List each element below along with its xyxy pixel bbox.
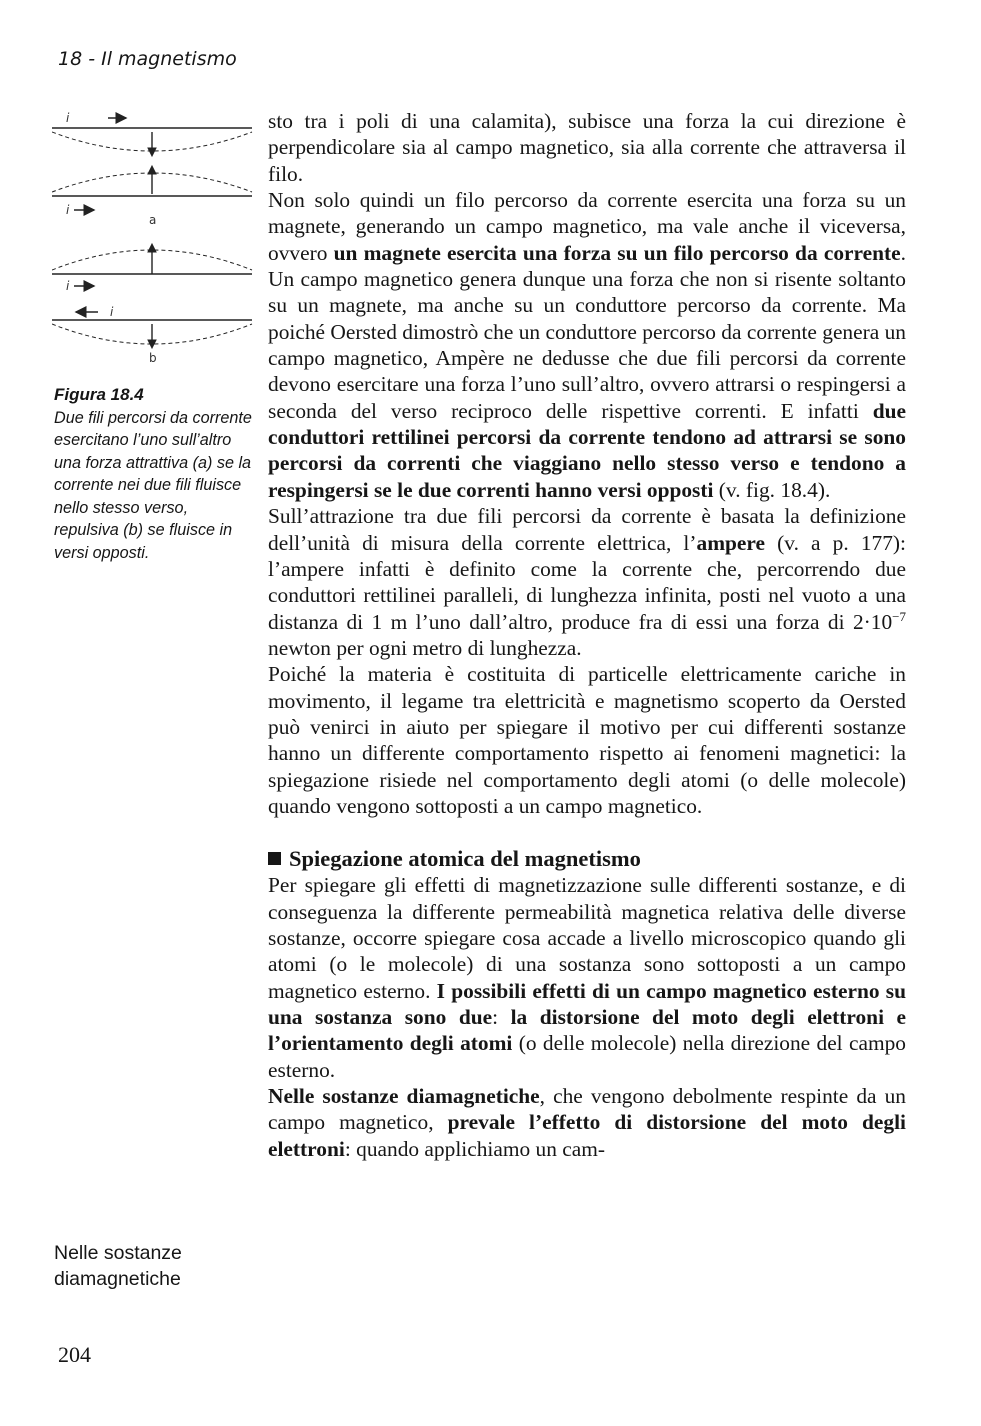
- main-text: [268, 108, 906, 1162]
- paragraph-4: Poiché la materia è costituita di particelle elettricamente cariche in movimento, il legame tra elettricità e magnetismo scoperto da Oersted può venirci in aiuto per spiegare il motivo per cui differenti sostanze hanno un differente comportamento rispetto ai fenomeni magnetici: la spiegazione risiede nel comportamento degli atomi (o delle molecole) quando vengono sottoposti a un campo magnetico.: [268, 662, 906, 818]
- paragraph-6: Nelle sostanze diamagnetiche, che vengono debolmente respinte da un campo magnetico, prevale l’effetto di distorsione del moto degli elettroni: quando applichiamo un cam-: [268, 1084, 906, 1161]
- figure-caption-text: Due fili percorsi da corrente esercitano l’uno sull’altro una forza attrattiva (a) se la corrente nei due fili fluisce nello stesso verso, repulsiva (b) se fluisce in versi opposti.: [54, 408, 252, 562]
- figure-label-current-3: i: [66, 279, 70, 293]
- paragraph-5: Per spiegare gli effetti di magnetizzazione sulle differenti sostanze, e di conseguenza la differente permeabilità magnetica relativa delle diverse sostanze, occorre spiegare cosa accade a livello microscopico quando gli atomi (o le molecole) di una sostanza sono sottoposti a un campo magnetico esterno. I possibili effetti di un campo magnetico esterno su una sostanza sono due: la distorsione del moto degli elettroni e l’orientamento degli atomi (o delle molecole) nella direzione del campo esterno.: [268, 873, 907, 1082]
- emphasis: la distorsione del moto degli elettroni e l’orientamento degli atomi: [268, 1005, 907, 1056]
- emphasis: un magnete esercita una forza su un filo percorso da corrente: [333, 240, 901, 265]
- paragraph-2: Non solo quindi un filo percorso da corrente esercita una forza su un magnete, generando un campo magnetico, ma vale anche il viceversa, ovvero un magnete esercita una forza su un filo percorso da corrente. Un campo magnetico genera dunque una forza che non si risente soltanto su un magnete, ma anche su un conduttore percorso da corrente. Ma poiché Oersted dimostrò che un conduttore percorso da corrente genera un campo magnetico, Ampère ne dedusse che due fili percorsi da corrente devono esercitare una forza l’uno sull’altro, ovvero attrarsi o respingersi a seconda del verso reciproco delle rispettive correnti. E infatti due conduttori rettilinei percorsi da corrente tendono ad attrarsi se sono percorsi da correnti che viaggiano nello stesso verso e tendono a respingersi se le due correnti hanno versi opposti (v. fig. 18.4).: [268, 188, 906, 502]
- figure-label-b: b: [149, 351, 157, 365]
- paragraph-3: Sull’attrazione tra due fili percorsi da corrente è basata la definizione dell’unità di misura della corrente elettrica, l’ampere (v. a p. 177): l’ampere infatti è definito come la corrente che, percorrendo due conduttori rettilinei paralleli, di lunghezza infinita, posti nel vuoto a una distanza di 1 m l’uno dall’altro, produce fra di essi una forza di $2\cdot 10^{-7}$ newton per ogni metro di lunghezza.: [268, 504, 906, 660]
- section-heading: Spiegazione atomica del magnetismo: [268, 845, 906, 872]
- figure-label-a: a: [149, 213, 157, 227]
- margin-note: Nelle sostanze diamagnetiche: [54, 1242, 182, 1290]
- emphasis: prevale l’effetto di distorsione del moto degli elettroni: [268, 1110, 906, 1161]
- figure-caption-title: Figura 18.4: [54, 385, 144, 404]
- square-bullet-icon: [268, 852, 281, 865]
- term-ampere: ampere: [696, 530, 766, 555]
- figure-label-current-2: i: [66, 203, 70, 217]
- paragraph-1: sto tra i poli di una calamita), subisce una forza la cui direzione è perpendicolare sia al campo magnetico, sia alla corrente che attraversa il filo.: [268, 109, 906, 186]
- figure-label-current-4: i: [110, 305, 114, 319]
- page-number: 204: [58, 1342, 91, 1367]
- emphasis: I possibili effetti di un campo magnetico esterno su una sostanza sono due: [268, 978, 906, 1029]
- emphasis: due conduttori rettilinei percorsi da corrente tendono ad attrarsi se sono percorsi da correnti che viaggiano nello stesso verso e tendono a respingersi se le due correnti hanno versi opposti: [268, 398, 906, 502]
- figure-label-current-1: i: [66, 111, 70, 125]
- figure-caption: [54, 384, 254, 564]
- figure-18-4-wires-diagram: [52, 108, 257, 368]
- emphasis: Nelle sostanze diamagnetiche: [268, 1084, 540, 1109]
- exponent: −7: [892, 608, 906, 624]
- running-head: 18 - Il magnetismo: [58, 48, 237, 70]
